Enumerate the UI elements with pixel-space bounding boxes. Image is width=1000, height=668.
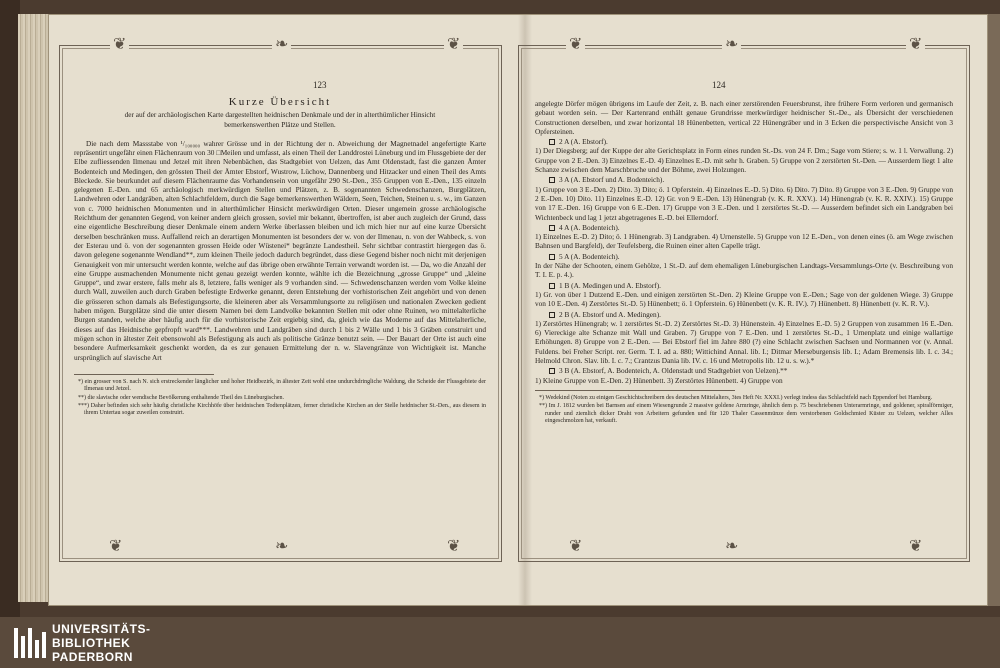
corner-ornament-icon: ❦ xyxy=(110,37,129,53)
left-page-number: 123 xyxy=(313,80,327,90)
footnote-divider xyxy=(74,374,214,375)
map-section-text: 1) Gruppe von 3 E.-Den. 2) Dito. 3) Dito; ö. 1 Opferstein. 4) Einzelnes E.-D. 5) Dito. 6) Dito. 7) Dito. 8) Gruppe von 3 E.-Den. 9) Gruppe von 2 E.-Den. 10) Dito. 11) Einzelnes E.-D. 12) Gr. von 9 E.-Den. 13) Hünengrab (v. K. R. XXV.). 14) Hünengrab (v. K. R. XXIV.). 15) Gruppe von 17 E.-Den. 16) Gruppe von 6 E.-Den. 17) Gruppe von 3 E.-Den. und 1 zerstörtes St.-D. — Ausserdem befindet sich ein Landgraben bei Wichtenbeck und lag 1 jetzt abgetragenes E.-D. bei Ellerndorf. xyxy=(535,184,953,222)
page-title: Kurze Übersicht xyxy=(228,96,332,108)
map-section-text: 1) Gr. von über 1 Dutzend E.-Den. und einigen zerstörten St.-Den. 2) Kleine Gruppe von E.-Den.; Sage von der goldenen Wiege. 3) Gruppe von 10 E.-Den. 4) Zerstörtes St.-D. 5) Hünenbett; ö. 1 Opferstein. 6) Hünenbett (v. K. R. IV.). 7) Hünenbett. 8) Hünenbett (v. K. R. V.). xyxy=(535,289,953,309)
corner-ornament-icon: ❦ xyxy=(566,539,585,555)
checkbox-square-icon xyxy=(549,254,555,260)
right-page-content xyxy=(535,99,953,559)
footnote: **) Im J. 1812 wurden bei Barnsen auf einem Wiesengrunde 2 massive goldene Armringe, ähnlich dem p. 75 beschriebenen Unterarmringe, und goldener, spiralförmiger, runder und ziemlich dicker Draht von Arbeitern gefunden und für 120 Thaler Cassenmünze dem verstorbenen Goldschmied Küster zu Uelzen, welcher Alles eingeschmolzen hat, verkauft. xyxy=(539,403,953,425)
footnote: ***) Daher befinden sich sehr häufig christliche Kirchhöfe über heidnischen Todtenplätzen, ferner christliche Kirchen an der Stelle heidnischer St.-Den., aus diesem in ihrem Untertau sogar zuweilen construirt. xyxy=(78,403,486,417)
footnote: **) die slavische oder wendische Bevölkerung enthaltende Theil des Lüneburgischen. xyxy=(78,394,285,401)
footnotes xyxy=(535,395,953,426)
binding-shadow xyxy=(0,0,20,617)
right-page-number: 124 xyxy=(712,80,726,90)
checkbox-square-icon xyxy=(549,312,555,318)
corner-ornament-icon: ❦ xyxy=(566,37,585,53)
map-section-text: In der Nähe der Schooten, einem Gehölze, 1 St.-D. auf dem ehemaligen Lüneburgischen Landtags-Versammlungs-Orte (v. Beschreibung von T. I. E. p. 4.). xyxy=(535,261,953,280)
footnote: *) Wedekind (Noten zu einigen Geschichtschreibern des deutschen Mittelalters, 3tes Heft Nr. XXXI.) verlegt indess das Schlachtfeld nach Eppendorf bei Hamburg. xyxy=(539,394,933,401)
logo-line: BIBLIOTHEK xyxy=(52,636,131,650)
footnotes xyxy=(74,379,486,418)
left-page-content xyxy=(74,76,486,554)
checkbox-square-icon xyxy=(549,177,555,183)
map-section-text: 1) Kleine Gruppe von E.-Den. 2) Hünenbett. 3) Zerstörtes Hünenbett. 4) Gruppe von xyxy=(535,375,783,385)
map-section-heading: 4 A (A. Bodenteich). xyxy=(535,223,953,232)
map-section-heading: 2 B (A. Ebstorf und A. Medingen). xyxy=(535,310,953,319)
map-section-heading: 3 A (A. Ebstorf und A. Bodenteich). xyxy=(535,175,953,184)
map-section-heading: 1 B (A. Medingen und A. Ebstorf). xyxy=(535,281,953,290)
map-section-text: 1) Einzelnes E.-D. 2) Dito; ö. 1 Hünengrab. 3) Landgraben. 4) Urnenstelle. 5) Gruppe von 12 E.-Den., von denen eines (ö. am Wege zwischen Bahnsen und Bargfeld), der Teufelsberg, die Ruinen einer alten Capelle trägt. xyxy=(535,232,953,251)
map-section-heading: 2 A (A. Ebstorf). xyxy=(535,137,953,146)
checkbox-square-icon xyxy=(549,139,555,145)
map-section-text: 1) Der Diegsberg; auf der Kuppe der alte Gerichtsplatz in Form eines runden St.-Ds. von 24 F. Dm.; Sage vom Stiere; s. w. 1 l. Verwallung. 2) Gruppe von 2 E.-Den. 3) Einzelnes E.-D. 4) Einzelnes E.-D. mit sehr h. Graben. 5) Gruppe von 2 zerstörten St.-Den. — Ausserdem liegt 1 alte Schanze zwischen dem Marschbruche und der Böhme, zwei Holzungen. xyxy=(535,146,953,175)
library-logo-text xyxy=(52,622,151,664)
map-section-heading: 3 B (A. Ebstorf, A. Bodenteich, A. Oldenstadt und Stadtgebiet von Uelzen).** xyxy=(535,366,953,375)
right-page-edge xyxy=(988,14,1000,606)
corner-ornament-icon: ❦ xyxy=(906,539,925,555)
center-ornament-icon: ❧ xyxy=(722,539,741,555)
corner-ornament-icon: ❦ xyxy=(906,37,925,53)
footnote-divider xyxy=(535,390,735,391)
corner-ornament-icon: ❦ xyxy=(444,37,463,53)
logo-line: UNIVERSITÄTS- xyxy=(52,622,151,636)
logo-line: PADERBORN xyxy=(52,650,133,664)
corner-ornament-icon: ❦ xyxy=(444,539,463,555)
corner-ornament-icon: ❦ xyxy=(106,539,125,555)
checkbox-square-icon xyxy=(549,225,555,231)
center-ornament-icon: ❧ xyxy=(272,37,291,53)
center-ornament-icon: ❧ xyxy=(272,539,291,555)
center-ornament-icon: ❧ xyxy=(722,37,741,53)
body-paragraph: Die nach dem Massstabe von ¹/₁₀₀₀₀₀ wahrer Grösse und in der Richtung der n. Abweichung der Magnetnadel angefertigte Karte repräsentirt ungefähr einen Flächenraum von 30 □Meilen und umfasst, als einen Theil der Landdrostei Lüneburg und im Flussgebiete der der Elbe zufliessenden Ilmenau und Jetzel mit ihren Nebenbächen, das Stadtgebiet von Uelzen, das Amt Oldenstadt, fast die ganzen Ämter Bodenteich und Medingen, den grössten Theil der Ämter Ebstorf, Wustrow, Lüchow, Dannenberg und Hitzacker und einen Theil des Amts Bleckede. Sie beurkundet auf diesem Flächenraume das Vorhandensein von ungefähr 290 St.-Den., 355 Gruppen von E.-Den., 135 einzeln gelegenen E.-Den. und 65 archäologisch merkwürdigen Stellen und Plätzen, z. B. sogenannten Schwedenschanzen, Burgplätzen, Landwehren oder Landgräben, alten Schlachtfeldern, durch die Sage bemerkenswerthen Wäldern, Seen, Teichen, Steinen u. s. w., im Ganzen von c. 7000 heidnischen Monumenten und in alterthümlicher Hinsicht merkwürdigen Orten. Dieser ungemein grosse archäologische Reichthum der genannten Gegend, von keiner andern gleich grossen, soviel mir bekannt, übertroffen, ist aber auch zugleich der Grund, dass eine eigentliche Beschreibung dieser Denkmale einem andern Werke überlassen bleiben und ich mich hier nur auf eine kurze Übersicht derselben beschränken muss. Auffallend reich an derartigen Monumenten ist besonders der w. von der Ilmenau, n. von der Wahbeck, s. von der Esterau und ö. von der sogenannten grossen Heide oder Wüstenei* begränzte Landestheil. Sehr sichtbar contrastirt hiergegen das ö. davon gelegene sogenannte Wendland**, zum kleinen Theile jedoch dadurch begründet, dass diese Gegend bisher noch nicht mit derjenigen Genauigkeit von mir untersucht werden konnte, welche auf das übrige oben erwähnte Terrain verwandt worden ist. — Da, wo die Anzahl der eine Gruppe ausmachenden Monumente nicht genau gezeigt werden konnte, wählte ich die Bezeichnung „grosse Gruppe“ und „kleine Gruppe“, und zwar erstere, falls mehr als 8, letztere, falls weniger als 9 vorhanden sind. — Schwedenschanzen werden vom Volke kleine durch Wall, zuweilen auch durch Graben befestigte Erdwerke genannt, deren Entstehung der vorhistorischen Zeit angehört und von denen die grösseren schon damals als Befestigungsorte, die kleineren aber als Versammlungsorte zu religiösen und nationalen Zwecken gedient haben mögen. Burgplätze sind die unter diesem Namen bei dem Landvolke bekannten Stellen mit oder ohne Ruinen, wo mittelalterliche Burgen standen, welche aber häufig auch für die vorhistorische Zeit ergiebig sind, da, gleich wie das Moderne auf das Mittelalterliche, dieses auf das Heidnische gepfropft ward***. Landwehren und Landgräben sind durch 1 bis 2 Wälle und 1 bis 3 Gräben construirt und mögen schon in ältester Zeit ebensowohl als Befestigung als auch als politische Gränze benutzt sein. — Der Bauart der Orte ist auch eine besondere Aufmerksamkeit geschenkt worden, da es zur genauen Ermittelung der n. w. Slavengränze von Wichtigkeit ist. Manche ursprünglich auf slavische Art xyxy=(74,138,486,362)
checkbox-square-icon xyxy=(549,283,555,289)
body-text xyxy=(74,139,486,362)
map-section-heading: 5 A (A. Bodenteich). xyxy=(535,252,953,261)
intro-paragraph: angelegte Dörfer mögen übrigens im Laufe der Zeit, z. B. nach einer zerstörenden Feuersbrunst, ihre frühere Form verloren und germanisch gebaut worden sein. — Der Kartenrand enthält genaue Grundrisse merkwürdiger heidnischer St.-De., als Übersicht der verschiedenen Constructionen derselben, und zwar horizontal 18 Hünenbetten, vertical 22 Hünengräber und in 3 Ecken die perspectivische Ansicht von 3 Opfersteinen. xyxy=(535,99,953,136)
footnote: *) ein grosser von S. nach N. sich erstreckender länglicher und hoher Heidbezirk, in ältester Zeit wohl eine undurchdringliche Waldung, die Scheide der Flussgebiete der Ilmenau und Jetzel. xyxy=(78,378,486,393)
library-logo-icon xyxy=(14,628,44,658)
map-section-text: 1) Zerstörtes Hünengrab; w. 1 zerstörtes St.-D. 2) Zerstörtes St.-D. 3) Hünenstein. 4) Einzelnes E.-D. 5) 2 Gruppen von zusammen 16 E.-Den. 6) Viereckige alte Schanze mit Wall und Graben. 7) Gruppe von 7 E.-Den. und 1 zerstörtes St.-D., 1 Urnenplatz und einige wallartige Erhöhungen. 8) Gruppe von 2 E.-Den. — Bei Ebstorf fiel im Jahre 880 (?) eine Schlacht zwischen Sachsen und Normannen vor (v. Annal. Fuldens. bei Freher Script. rer. Germ. T. I. ad a. 880; Wittichind Annal. lib. I.; Ditmar Merseburgensis lib. I.; Adam Bremensis lib. I. c. 34.; Helmold Chron. Slav. lib. I. c. 7.; Crantzus Dania lib. IV. c. 16 und Metropolis lib. 12 u. s. w.).* xyxy=(535,318,953,366)
checkbox-square-icon xyxy=(549,368,555,374)
page-subtitle: der auf der archäologischen Karte dargestellten heidnischen Denkmale und der in alterthümlicher Hinsicht bemerkenswerthen Plätze und Stellen. xyxy=(124,110,436,129)
page-stack-edge xyxy=(18,14,50,602)
